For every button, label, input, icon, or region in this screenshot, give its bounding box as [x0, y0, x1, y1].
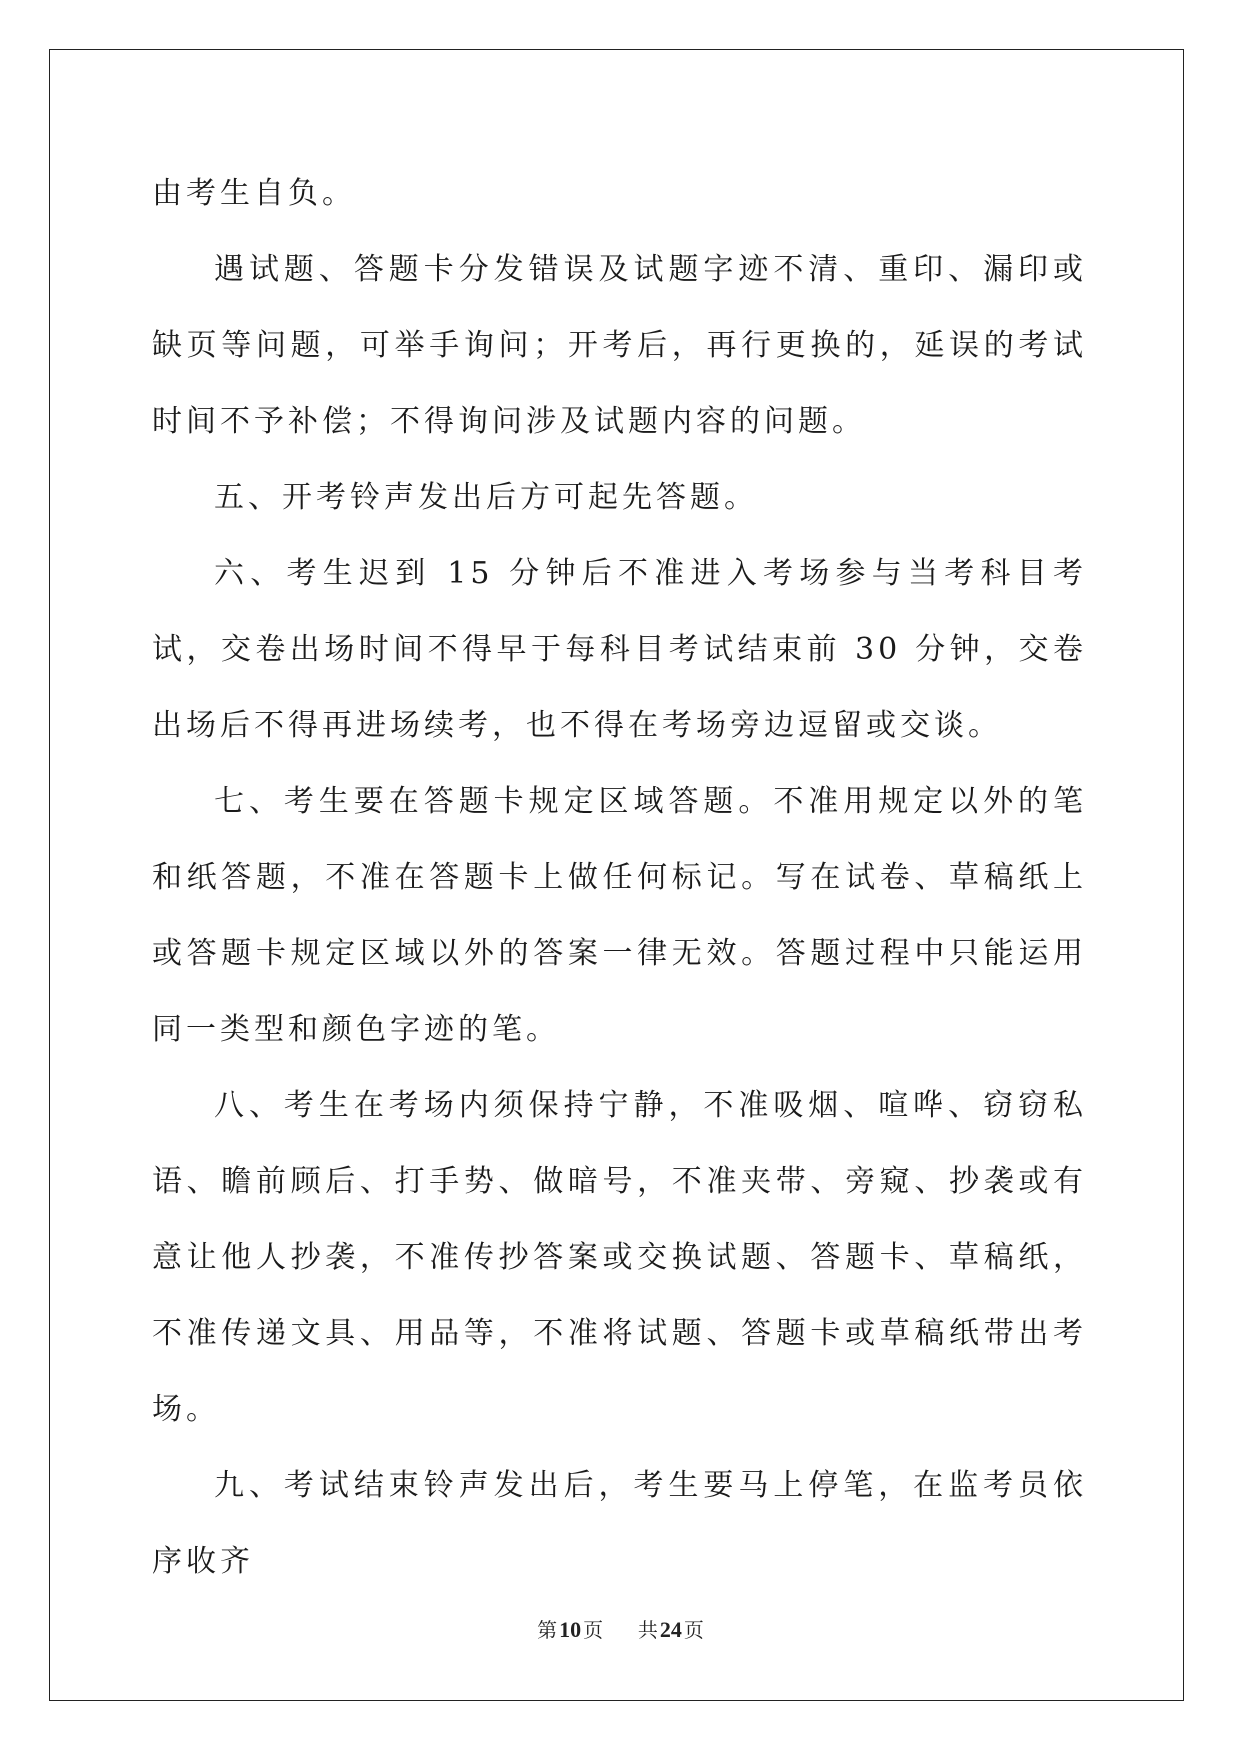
paragraph: 由考生自负。 [152, 176, 356, 211]
paragraph: 遇试题、答题卡分发错误及试题字迹不清、重印、漏印或缺页等问题，可举手询问；开考后，再行更换的，延误的考试时间不予补偿；不得询问涉及试题内容的问题。 [152, 252, 1087, 439]
total-prefix: 共 [637, 1618, 658, 1642]
total-pages: 24 [659, 1617, 682, 1642]
paragraph: 九、考试结束铃声发出后，考生要马上停笔，在监考员依序收齐 [152, 1468, 1087, 1579]
page-indicator [537, 1614, 603, 1643]
page-suffix: 页 [583, 1618, 604, 1642]
page-prefix: 第 [537, 1618, 558, 1642]
paragraph: 七、考生要在答题卡规定区域答题。不准用规定以外的笔和纸答题，不准在答题卡上做任何标记。写在试卷、草稿纸上或答题卡规定区域以外的答案一律无效。答题过程中只能运用同一类型和颜色字迹的笔。 [152, 784, 1087, 1047]
paragraph: 五、开考铃声发出后方可起先答题。 [214, 480, 758, 515]
page-number: 10 [559, 1617, 582, 1642]
total-suffix: 页 [683, 1618, 704, 1642]
document-body [152, 156, 1087, 1600]
paragraph: 六、考生迟到 15 分钟后不准进入考场参与当考科目考试，交卷出场时间不得早于每科目考试结束前 30 分钟，交卷出场后不得再进场续考，也不得在考场旁边逗留或交谈。 [152, 556, 1087, 743]
total-pages-indicator [638, 1614, 704, 1643]
page-footer [0, 1614, 1241, 1643]
paragraph: 八、考生在考场内须保持宁静，不准吸烟、喧哗、窃窃私语、瞻前顾后、打手势、做暗号，不准夹带、旁窥、抄袭或有意让他人抄袭，不准传抄答案或交换试题、答题卡、草稿纸，不准传递文具、用品等，不准将试题、答题卡或草稿纸带出考场。 [152, 1088, 1087, 1427]
